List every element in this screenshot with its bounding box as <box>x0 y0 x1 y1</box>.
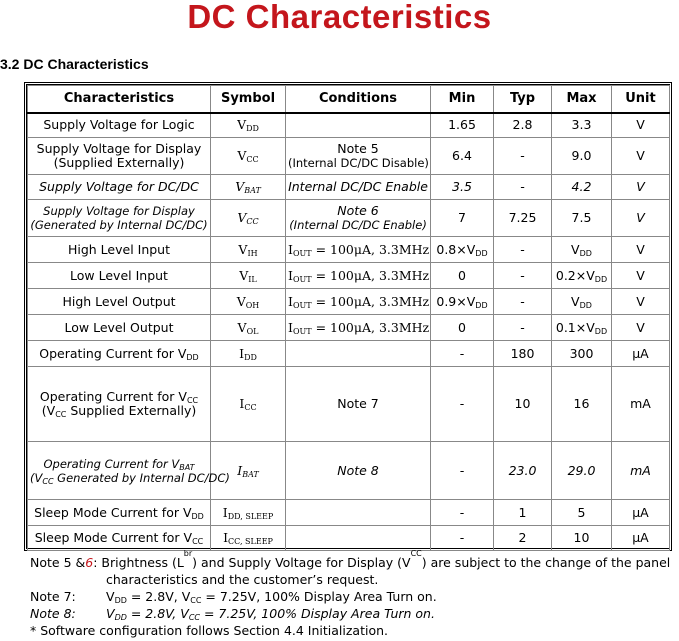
cell-unit: V <box>612 289 670 315</box>
cell-symbol: $I_{DD}$ <box>211 341 286 367</box>
table-row <box>28 341 670 367</box>
cell-condition <box>286 526 431 551</box>
cell-max: 29.0 <box>552 442 612 500</box>
cell-characteristic: Low Level Output <box>28 315 211 341</box>
header-max: Max <box>552 86 612 113</box>
cell-max: 16 <box>552 367 612 442</box>
note-5-6: Note 5 & 6 : Brightness (L br ) and Supply Voltage for Display (V CC ) are subject to the change of the panel <box>30 549 671 570</box>
cell-typ: - <box>494 263 552 289</box>
software-note: * Software configuration follows Section 4.4 Initialization. <box>30 623 389 638</box>
cell-unit: μA <box>612 526 670 551</box>
cell-unit: V <box>612 113 670 138</box>
cell-characteristic: High Level Input <box>28 237 211 263</box>
table-row <box>28 237 670 263</box>
table-notes <box>30 549 675 639</box>
cell-min: 3.5 <box>431 175 494 200</box>
cell-max: 9.0 <box>552 138 612 175</box>
note-8: Note 8: $V_{DD} = 2.8V$, $V_{CC} = 7.25V$, 100% Display Area Turn on. <box>30 606 435 622</box>
cell-condition <box>286 341 431 367</box>
cell-symbol: $I_{CC}$ <box>211 367 286 442</box>
cell-max: 10 <box>552 526 612 551</box>
cell-condition: Note 6 (Internal DC/DC Enable) <box>286 200 431 237</box>
cell-min: 0 <box>431 263 494 289</box>
cell-unit: V <box>612 200 670 237</box>
header-unit: Unit <box>612 86 670 113</box>
header-characteristics: Characteristics <box>28 86 211 113</box>
cell-symbol: $I_{BAT}$ <box>211 442 286 500</box>
note-7: Note 7: $V_{DD} = 2.8V$, $V_{CC} = 7.25V$, 100% Display Area Turn on. <box>30 589 437 605</box>
cell-typ: 1 <box>494 500 552 526</box>
cell-characteristic: Supply Voltage for Display (Generated by Internal DC/DC) <box>28 200 211 237</box>
table-row <box>28 200 670 237</box>
cell-max: 7.5 <box>552 200 612 237</box>
cell-symbol: $I_{DD, SLEEP}$ <box>211 500 286 526</box>
cell-condition: Note 5 (Internal DC/DC Disable) <box>286 138 431 175</box>
table-row <box>28 442 670 500</box>
cell-condition: Internal DC/DC Enable <box>286 175 431 200</box>
cell-max: 3.3 <box>552 113 612 138</box>
cell-min: - <box>431 500 494 526</box>
cell-unit: V <box>612 315 670 341</box>
cell-typ: 2 <box>494 526 552 551</box>
header-min: Min <box>431 86 494 113</box>
header-conditions: Conditions <box>286 86 431 113</box>
cell-symbol: $V_{OH}$ <box>211 289 286 315</box>
table-row <box>28 315 670 341</box>
cell-min: - <box>431 341 494 367</box>
cell-typ: 23.0 <box>494 442 552 500</box>
header-typ: Typ <box>494 86 552 113</box>
cell-typ: - <box>494 237 552 263</box>
cell-typ: - <box>494 315 552 341</box>
table-row <box>28 113 670 138</box>
table-row <box>28 138 670 175</box>
cell-unit: V <box>612 175 670 200</box>
cell-typ: - <box>494 138 552 175</box>
cell-symbol: $V_{DD}$ <box>211 113 286 138</box>
cell-characteristic: Low Level Input <box>28 263 211 289</box>
cell-characteristic: Operating Current for $V_{BAT}$ ($V_{CC}$ Generated by Internal DC/DC) <box>28 442 211 500</box>
cell-unit: mA <box>612 442 670 500</box>
cell-symbol: $V_{IL}$ <box>211 263 286 289</box>
cell-characteristic: Supply Voltage for Display (Supplied Externally) <box>28 138 211 175</box>
cell-symbol: $V_{BAT}$ <box>211 175 286 200</box>
table-row <box>28 367 670 442</box>
cell-max: 4.2 <box>552 175 612 200</box>
cell-min: 6.4 <box>431 138 494 175</box>
cell-condition: Note 8 <box>286 442 431 500</box>
cell-min: $0.8\times V_{DD}$ <box>431 237 494 263</box>
cell-typ: - <box>494 289 552 315</box>
cell-unit: V <box>612 263 670 289</box>
cell-min: $0.9\times V_{DD}$ <box>431 289 494 315</box>
cell-condition: $I_{OUT} = 100\mu A$, 3.3MHz <box>286 289 431 315</box>
cell-condition: Note 7 <box>286 367 431 442</box>
cell-characteristic: Supply Voltage for DC/DC <box>28 175 211 200</box>
cell-characteristic: Sleep Mode Current for $V_{DD}$ <box>28 500 211 526</box>
dc-characteristics-table <box>24 82 672 551</box>
cell-min: 0 <box>431 315 494 341</box>
note-5-6-continued: characteristics and the customer’s request. <box>106 572 379 587</box>
cell-characteristic: High Level Output <box>28 289 211 315</box>
cell-typ: 180 <box>494 341 552 367</box>
cell-max: $0.1\times V_{DD}$ <box>552 315 612 341</box>
cell-typ: 7.25 <box>494 200 552 237</box>
cell-max: $V_{DD}$ <box>552 289 612 315</box>
table-row <box>28 500 670 526</box>
cell-condition: $I_{OUT} = 100\mu A$, 3.3MHz <box>286 315 431 341</box>
cell-max: 5 <box>552 500 612 526</box>
cell-characteristic: Operating Current for $V_{DD}$ <box>28 341 211 367</box>
cell-min: - <box>431 526 494 551</box>
cell-unit: μA <box>612 500 670 526</box>
section-heading: 3.2 DC Characteristics <box>0 56 149 72</box>
cell-max: $V_{DD}$ <box>552 237 612 263</box>
cell-characteristic: Sleep Mode Current for $V_{CC}$ <box>28 526 211 551</box>
cell-condition: $I_{OUT} = 100\mu A$, 3.3MHz <box>286 237 431 263</box>
cell-min: - <box>431 367 494 442</box>
banner-title: DC Characteristics <box>187 0 492 35</box>
cell-unit: V <box>612 237 670 263</box>
cell-typ: - <box>494 175 552 200</box>
cell-symbol: $V_{CC}$ <box>211 138 286 175</box>
cell-unit: mA <box>612 367 670 442</box>
cell-max: 300 <box>552 341 612 367</box>
cell-symbol: $V_{CC}$ <box>211 200 286 237</box>
cell-symbol: $V_{IH}$ <box>211 237 286 263</box>
cell-condition <box>286 500 431 526</box>
cell-condition <box>286 113 431 138</box>
header-symbol: Symbol <box>211 86 286 113</box>
table-header-row <box>28 86 670 113</box>
cell-symbol: $V_{OL}$ <box>211 315 286 341</box>
cell-unit: μA <box>612 341 670 367</box>
cell-typ: 2.8 <box>494 113 552 138</box>
cell-characteristic: Supply Voltage for Logic <box>28 113 211 138</box>
cell-characteristic: Operating Current for $V_{CC}$ ($V_{CC}$ Supplied Externally) <box>28 367 211 442</box>
cell-min: - <box>431 442 494 500</box>
cell-min: 7 <box>431 200 494 237</box>
cell-max: $0.2\times V_{DD}$ <box>552 263 612 289</box>
cell-min: 1.65 <box>431 113 494 138</box>
banner <box>0 0 679 38</box>
table-row <box>28 289 670 315</box>
cell-condition: $I_{OUT} = 100\mu A$, 3.3MHz <box>286 263 431 289</box>
table-row <box>28 263 670 289</box>
cell-unit: V <box>612 138 670 175</box>
cell-typ: 10 <box>494 367 552 442</box>
table-row <box>28 175 670 200</box>
cell-symbol: $I_{CC, SLEEP}$ <box>211 526 286 551</box>
table-row <box>28 526 670 551</box>
